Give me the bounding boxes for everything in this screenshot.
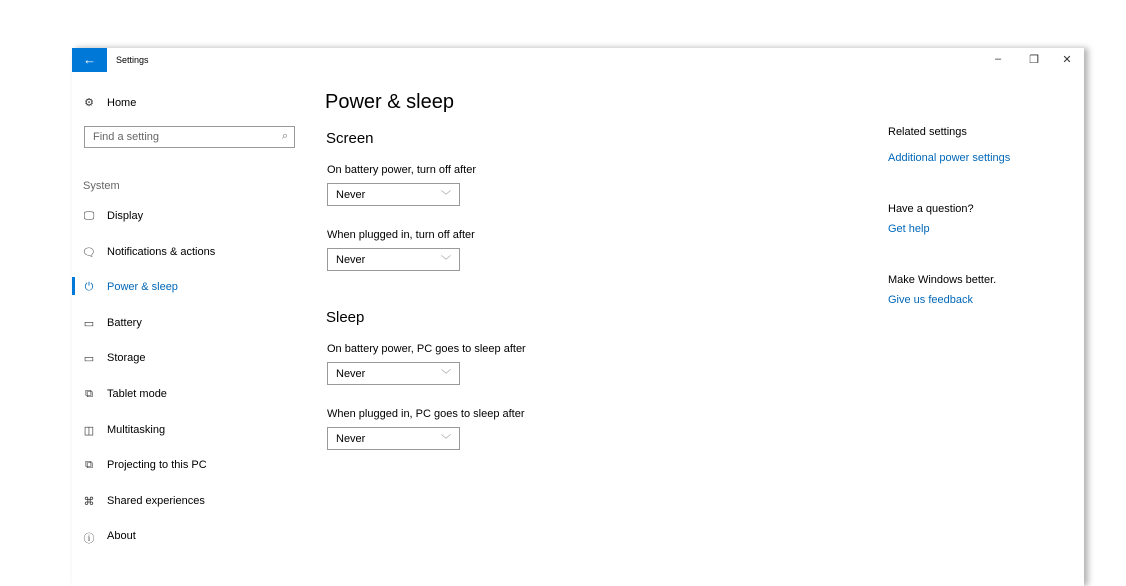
- chevron-down-icon: ﹀: [441, 256, 451, 267]
- dropdown-value: Never: [336, 254, 366, 266]
- search-icon: ⌕: [281, 130, 288, 142]
- notifications-actions-icon: 🗨: [82, 246, 96, 259]
- restore-button[interactable]: ❐: [1029, 54, 1039, 66]
- dropdown-value: Never: [336, 368, 366, 380]
- section-label: System: [83, 180, 120, 192]
- sidebar-item-label: Power & sleep: [107, 281, 178, 294]
- screen-plugged-dropdown[interactable]: [327, 248, 460, 271]
- screen-plugged-label: When plugged in, turn off after: [327, 229, 475, 241]
- home-label: Home: [107, 97, 137, 109]
- back-button[interactable]: ←: [72, 48, 107, 72]
- chevron-down-icon: ﹀: [441, 191, 451, 202]
- projecting-to-this-pc-icon: ⧉: [85, 459, 93, 472]
- gear-icon: ⚙: [84, 97, 94, 109]
- sidebar-item-label: About: [107, 530, 136, 543]
- better-heading: Make Windows better.: [888, 274, 997, 286]
- dropdown-value: Never: [336, 189, 366, 201]
- related-heading: Related settings: [888, 126, 967, 138]
- sidebar-item-label: Shared experiences: [107, 494, 205, 507]
- feedback-link[interactable]: Give us feedback: [888, 294, 973, 306]
- sleep-battery-label: On battery power, PC goes to sleep after: [327, 343, 526, 355]
- search-placeholder: Find a setting: [93, 131, 160, 143]
- page-title: Power & sleep: [325, 91, 454, 113]
- get-help-link[interactable]: Get help: [888, 223, 930, 235]
- screen-battery-dropdown[interactable]: [327, 183, 460, 206]
- shared-experiences-icon: ⌘: [83, 495, 95, 508]
- chevron-down-icon: ﹀: [441, 435, 451, 446]
- question-heading: Have a question?: [888, 203, 974, 215]
- sleep-plugged-label: When plugged in, PC goes to sleep after: [327, 408, 525, 420]
- dropdown-value: Never: [336, 433, 366, 445]
- about-icon: ⓘ: [83, 533, 95, 546]
- sleep-plugged-dropdown[interactable]: [327, 427, 460, 450]
- screen-heading: Screen: [326, 130, 374, 147]
- multitasking-icon: ◫: [83, 424, 95, 437]
- settings-window: [72, 48, 1084, 586]
- sidebar-item-label: Notifications & actions: [107, 245, 216, 258]
- tablet-mode-icon: ⧉: [85, 388, 93, 400]
- chevron-down-icon: ﹀: [441, 370, 451, 381]
- power-sleep-icon: ⏻: [84, 281, 94, 294]
- sidebar-item-label: Multitasking: [107, 423, 166, 436]
- additional-power-link[interactable]: Additional power settings: [888, 152, 1011, 164]
- window-title: Settings: [116, 55, 149, 65]
- close-button[interactable]: ✕: [1062, 54, 1072, 66]
- sidebar-item-label: Projecting to this PC: [107, 459, 207, 472]
- storage-icon: ▭: [83, 353, 95, 366]
- display-icon: 🖵: [83, 210, 95, 222]
- selection-indicator: [72, 277, 75, 295]
- sidebar-item-label: Display: [107, 210, 144, 222]
- search-input[interactable]: [84, 126, 295, 148]
- sidebar-item-label: Battery: [107, 316, 142, 329]
- battery-icon: ▭: [83, 317, 95, 330]
- sleep-battery-dropdown[interactable]: [327, 362, 460, 385]
- minimize-button[interactable]: –: [994, 53, 1002, 65]
- sidebar-item-label: Storage: [107, 352, 146, 365]
- sleep-heading: Sleep: [326, 309, 365, 326]
- sidebar-item-label: Tablet mode: [107, 388, 167, 400]
- screen-battery-label: On battery power, turn off after: [327, 164, 476, 176]
